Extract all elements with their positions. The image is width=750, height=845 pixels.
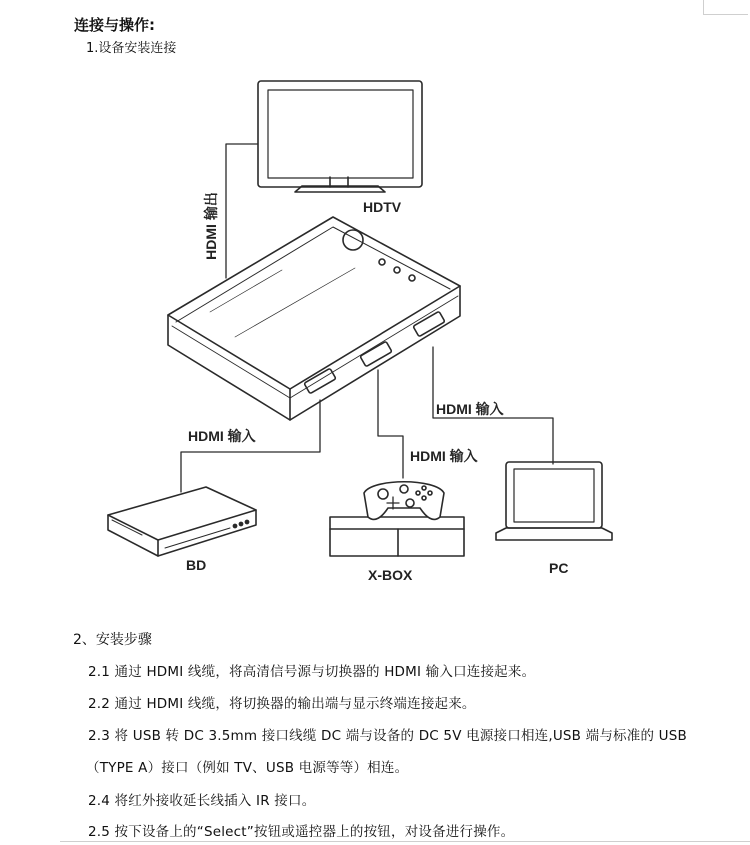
bd-player-icon [108, 487, 256, 556]
hdmi-input-xbox-label: HDMI 输入 [410, 448, 478, 464]
hdmi-output-label: HDMI 输出 [203, 192, 219, 260]
hdmi-input-pc-label: HDMI 输入 [436, 401, 504, 417]
section-heading: 连接与操作: [74, 16, 155, 34]
step-2-3-continued: （TYPE A）接口（例如 TV、USB 电源等等）相连。 [86, 760, 409, 776]
step-2-2: 2.2 通过 HDMI 线缆，将切换器的输出端与显示终端连接起来。 [88, 696, 476, 712]
page-bottom-rule [60, 841, 750, 842]
step-2-4: 2.4 将红外接收延长线插入 IR 接口。 [88, 793, 316, 809]
xbox-label: X-BOX [368, 567, 413, 583]
step-2-5: 2.5 按下设备上的“Select”按钮或遥控器上的按钮，对设备进行操作。 [88, 824, 515, 840]
cable-xbox [378, 370, 403, 478]
step-2-1: 2.1 通过 HDMI 线缆，将高清信号源与切换器的 HDMI 输入口连接起来。 [88, 664, 536, 680]
install-steps-title: 2、安装步骤 [73, 632, 152, 648]
bd-label: BD [186, 557, 207, 573]
hdtv-icon [258, 81, 422, 192]
cable-hdtv [226, 144, 258, 278]
subsection-heading: 1.设备安装连接 [86, 41, 177, 56]
hdmi-input-bd-label: HDMI 输入 [188, 428, 256, 444]
xbox-icon [330, 482, 464, 556]
pc-label: PC [549, 560, 569, 576]
hdtv-label: HDTV [363, 199, 402, 215]
pc-laptop-icon [496, 462, 612, 540]
step-2-3: 2.3 将 USB 转 DC 3.5mm 接口线缆 DC 端与设备的 DC 5V 电源接口相连,USB 端与标准的 USB [88, 728, 687, 744]
